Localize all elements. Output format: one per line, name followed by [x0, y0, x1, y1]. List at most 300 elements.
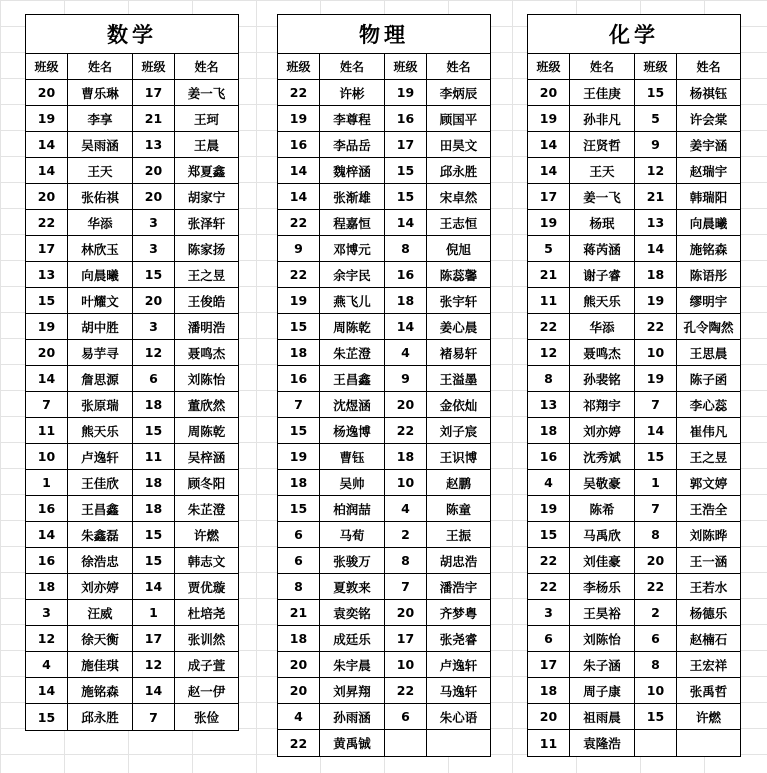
class-number-cell: 17: [528, 184, 570, 209]
student-name-cell: 沈煜涵: [320, 392, 385, 417]
class-number-cell: 3: [26, 600, 68, 625]
class-number-cell: 14: [278, 158, 320, 183]
class-number-cell: 19: [278, 444, 320, 469]
student-name-cell: 周子康: [570, 678, 635, 703]
table-row: [278, 236, 490, 262]
class-number-cell: 4: [528, 470, 570, 495]
class-number-cell: 7: [385, 574, 427, 599]
student-name-cell: 张渐雄: [320, 184, 385, 209]
class-number-cell: 6: [635, 626, 677, 651]
table-row: [278, 210, 490, 236]
class-number-cell: 16: [528, 444, 570, 469]
table-row: [278, 262, 490, 288]
table-row: [278, 704, 490, 730]
class-number-cell: 4: [385, 496, 427, 521]
class-number-cell: 22: [528, 314, 570, 339]
class-number-cell: 17: [385, 132, 427, 157]
class-number-cell: 20: [635, 548, 677, 573]
table-row: [26, 600, 238, 626]
table-row: [278, 366, 490, 392]
student-name-cell: 张禹哲: [689, 683, 728, 699]
class-number-cell: 22: [528, 574, 570, 599]
name-column-header: 姓名: [446, 60, 471, 74]
table-row: [528, 418, 740, 444]
class-number-cell: 4: [26, 652, 68, 677]
class-number-cell: 9: [278, 236, 320, 261]
class-number-cell: 19: [278, 288, 320, 313]
class-number-cell: 21: [635, 184, 677, 209]
name-column-header: 姓名: [68, 54, 133, 79]
class-number-cell: 14: [133, 574, 175, 599]
table-row: [278, 340, 490, 366]
student-name-cell: 张训然: [187, 631, 226, 647]
class-number-cell: 1: [133, 600, 175, 625]
class-number-cell: 18: [278, 626, 320, 651]
class-number-cell: 20: [26, 340, 68, 365]
student-name-cell: 王昊裕: [570, 600, 635, 625]
class-number-cell: 22: [26, 210, 68, 235]
student-name-cell: 邱永胜: [68, 704, 133, 730]
table-row: [528, 704, 740, 730]
student-name-cell: 王天: [68, 158, 133, 183]
student-name-cell: 王思晨: [689, 345, 728, 361]
student-name-cell: 胡中胜: [68, 314, 133, 339]
table-row: [528, 600, 740, 626]
student-name-cell: 王俊皓: [187, 293, 226, 309]
student-name-cell: 施佳琪: [68, 652, 133, 677]
class-number-cell: 20: [385, 600, 427, 625]
student-name-cell: 卢逸轩: [68, 444, 133, 469]
student-name-cell: 贾优璇: [187, 579, 226, 595]
student-name-cell: 褚易轩: [439, 345, 478, 361]
student-name-cell: 马逸轩: [439, 683, 478, 699]
name-column-header: 姓名: [194, 60, 219, 74]
table-row: [528, 366, 740, 392]
student-name-cell: 杨珉: [570, 210, 635, 235]
class-number-cell: 20: [528, 80, 570, 105]
class-number-cell: 5: [635, 106, 677, 131]
student-name-cell: 徐浩忠: [68, 548, 133, 573]
student-name-cell: 汪贤哲: [570, 132, 635, 157]
class-number-cell: 9: [385, 366, 427, 391]
table-row: [528, 314, 740, 340]
table-row: [528, 392, 740, 418]
student-name-cell: 程嘉恒: [320, 210, 385, 235]
class-number-cell: 6: [278, 522, 320, 547]
student-name-cell: 赵一伊: [187, 683, 226, 699]
class-column-header: 班级: [528, 54, 570, 79]
student-name-cell: 周陈乾: [187, 423, 226, 439]
student-name-cell: 田昊文: [439, 137, 478, 153]
student-name-cell: 华添: [570, 314, 635, 339]
student-name-cell: 孔令陶然: [683, 319, 734, 335]
student-name-cell: 吴帅: [320, 470, 385, 495]
class-number-cell: 14: [26, 366, 68, 391]
class-number-cell: 13: [133, 132, 175, 157]
class-number-cell: 16: [26, 548, 68, 573]
class-number-cell: 20: [278, 652, 320, 677]
student-name-cell: 汪威: [68, 600, 133, 625]
student-name-cell: 赵鹏: [445, 475, 471, 491]
class-number-cell: 21: [133, 106, 175, 131]
student-name-cell: 黄禹铖: [320, 730, 385, 756]
student-name-cell: 詹思源: [68, 366, 133, 391]
class-number-cell: 12: [635, 158, 677, 183]
class-number-cell: 19: [385, 80, 427, 105]
student-name-cell: 许会棠: [689, 111, 728, 127]
class-number-cell: 12: [133, 652, 175, 677]
class-number-cell: 6: [385, 704, 427, 729]
class-number-cell: 15: [385, 158, 427, 183]
student-name-cell: 朱芷澄: [320, 340, 385, 365]
class-number-cell: 14: [26, 678, 68, 703]
table-row: [278, 470, 490, 496]
table-row: [528, 678, 740, 704]
student-name-cell: 王珂: [193, 111, 219, 127]
class-number-cell: 14: [26, 158, 68, 183]
student-name-cell: 王一涵: [689, 553, 728, 569]
student-name-cell: 蒋芮涵: [570, 236, 635, 261]
class-number-cell: 18: [278, 470, 320, 495]
student-name-cell: 王天: [570, 158, 635, 183]
table-row: [278, 132, 490, 158]
class-number-cell: 22: [528, 548, 570, 573]
student-name-cell: 叶耀文: [68, 288, 133, 313]
student-name-cell: 向晨曦: [689, 215, 728, 231]
student-name-cell: 朱芷澄: [187, 501, 226, 517]
class-number-cell: 18: [133, 496, 175, 521]
class-number-cell: 20: [133, 288, 175, 313]
student-name-cell: 卢逸轩: [439, 657, 478, 673]
student-name-cell: 韩瑞阳: [689, 189, 728, 205]
class-number-cell: 16: [385, 262, 427, 287]
student-name-cell: 袁隆浩: [570, 730, 635, 756]
table-row: [278, 548, 490, 574]
student-name-cell: 刘陈怡: [187, 371, 226, 387]
class-number-cell: 18: [133, 392, 175, 417]
class-number-cell: 14: [385, 314, 427, 339]
student-name-cell: 许彬: [320, 80, 385, 105]
table-row: [26, 704, 238, 730]
table-row: [278, 574, 490, 600]
class-number-cell: 8: [528, 366, 570, 391]
class-number-cell: 17: [26, 236, 68, 261]
class-number-cell: 16: [278, 366, 320, 391]
class-number-cell: 1: [26, 470, 68, 495]
student-name-cell: 郑夏鑫: [187, 163, 226, 179]
physics-table: [277, 14, 491, 757]
class-number-cell: 18: [528, 678, 570, 703]
table-row: [278, 158, 490, 184]
class-number-cell: 7: [635, 392, 677, 417]
class-number-cell: 1: [635, 470, 677, 495]
class-number-cell: 8: [278, 574, 320, 599]
student-name-cell: 张宇轩: [439, 293, 478, 309]
class-number-cell: 19: [26, 106, 68, 131]
class-number-cell: 19: [278, 106, 320, 131]
student-name-cell: 朱宇晨: [320, 652, 385, 677]
student-name-cell: 许燃: [695, 709, 721, 725]
class-number-cell: 4: [278, 704, 320, 729]
table-title: 物理: [278, 15, 490, 54]
student-name-cell: 陈子函: [689, 371, 728, 387]
student-name-cell: 袁奕铭: [320, 600, 385, 625]
student-name-cell: 杜培尧: [187, 605, 226, 621]
student-name-cell: 齐梦粤: [439, 605, 478, 621]
class-number-cell: 15: [635, 704, 677, 729]
student-name-cell: 李杨乐: [570, 574, 635, 599]
student-name-cell: 施铭森: [689, 241, 728, 257]
table-row: [26, 340, 238, 366]
class-number-cell: 15: [133, 418, 175, 443]
student-name-cell: 倪旭: [445, 241, 471, 257]
table-row: [278, 522, 490, 548]
class-number-cell: 10: [26, 444, 68, 469]
table-row: [528, 132, 740, 158]
class-number-cell: 19: [26, 314, 68, 339]
student-name-cell: 祖雨晨: [570, 704, 635, 729]
student-name-cell: 姜心晨: [439, 319, 478, 335]
student-name-cell: 邓博元: [320, 236, 385, 261]
student-name-cell: 向晨曦: [68, 262, 133, 287]
student-name-cell: 聂鸣杰: [187, 345, 226, 361]
table-row: [528, 184, 740, 210]
table-row: [528, 626, 740, 652]
student-name-cell: 胡家宁: [187, 189, 226, 205]
class-number-cell: 18: [635, 262, 677, 287]
student-name-cell: 陈蕊馨: [439, 267, 478, 283]
student-name-cell: 潘明浩: [187, 319, 226, 335]
student-name-cell: 熊天乐: [68, 418, 133, 443]
class-number-cell: 17: [385, 626, 427, 651]
table-row: [278, 418, 490, 444]
math-table: [25, 14, 239, 731]
class-number-cell: 15: [278, 418, 320, 443]
class-number-cell: 8: [635, 522, 677, 547]
table-row: [528, 340, 740, 366]
header-row: [528, 54, 740, 80]
class-number-cell: 15: [133, 522, 175, 547]
class-column-header: 班级: [26, 54, 68, 79]
table-row: [26, 418, 238, 444]
class-number-cell: 13: [528, 392, 570, 417]
student-name-cell: 潘浩宇: [439, 579, 478, 595]
class-number-cell: 18: [133, 470, 175, 495]
class-number-cell: 18: [26, 574, 68, 599]
class-number-cell: 22: [385, 418, 427, 443]
class-number-cell: 18: [278, 340, 320, 365]
class-column-header: 班级: [133, 54, 175, 79]
student-name-cell: 余宇民: [320, 262, 385, 287]
table-row: [528, 470, 740, 496]
student-name-cell: 胡忠浩: [439, 553, 478, 569]
class-column-header: 班级: [278, 54, 320, 79]
class-number-cell: 3: [528, 600, 570, 625]
student-name-cell: 曹钰: [320, 444, 385, 469]
table-row: [528, 80, 740, 106]
class-number-cell: 20: [133, 158, 175, 183]
student-name-cell: 王浩全: [689, 501, 728, 517]
student-name-cell: 林欣玉: [68, 236, 133, 261]
class-number-cell: [635, 730, 677, 756]
student-name-cell: 柏润喆: [320, 496, 385, 521]
class-number-cell: 12: [26, 626, 68, 651]
table-row: [278, 652, 490, 678]
student-name-cell: 缪明宇: [689, 293, 728, 309]
table-row: [278, 288, 490, 314]
student-name-cell: 吴雨涵: [68, 132, 133, 157]
student-name-cell: 朱子涵: [570, 652, 635, 677]
student-name-cell: 邱永胜: [439, 163, 478, 179]
student-name-cell: 陈童: [445, 501, 471, 517]
class-number-cell: 22: [278, 262, 320, 287]
class-number-cell: 2: [385, 522, 427, 547]
class-number-cell: 20: [278, 678, 320, 703]
class-number-cell: 14: [26, 132, 68, 157]
class-number-cell: 15: [278, 314, 320, 339]
student-name-cell: 刘昇翔: [320, 678, 385, 703]
class-number-cell: 11: [528, 730, 570, 756]
class-number-cell: 19: [528, 496, 570, 521]
table-row: [278, 496, 490, 522]
class-number-cell: 10: [635, 340, 677, 365]
student-name-cell: 王宏祥: [689, 657, 728, 673]
student-name-cell: 孙雨涵: [320, 704, 385, 729]
class-number-cell: 10: [635, 678, 677, 703]
table-row: [278, 626, 490, 652]
header-row: [278, 54, 490, 80]
student-name-cell: [677, 730, 740, 756]
table-title: 数学: [26, 15, 238, 54]
student-name-cell: 宋卓然: [439, 189, 478, 205]
class-number-cell: 14: [133, 678, 175, 703]
class-number-cell: 14: [26, 522, 68, 547]
class-number-cell: 22: [278, 210, 320, 235]
student-name-cell: 王佳庚: [570, 80, 635, 105]
student-name-cell: 燕飞儿: [320, 288, 385, 313]
table-row: [278, 314, 490, 340]
class-number-cell: 19: [528, 106, 570, 131]
table-row: [26, 262, 238, 288]
class-number-cell: 7: [635, 496, 677, 521]
student-name-cell: 张尧睿: [439, 631, 478, 647]
student-name-cell: 王若水: [689, 579, 728, 595]
table-row: [528, 236, 740, 262]
student-name-cell: 陈家扬: [187, 241, 226, 257]
table-row: [528, 288, 740, 314]
class-number-cell: 14: [385, 210, 427, 235]
class-number-cell: 15: [635, 444, 677, 469]
table-row: [278, 184, 490, 210]
class-number-cell: 17: [133, 80, 175, 105]
class-column-header: 班级: [635, 54, 677, 79]
student-name-cell: 夏敦来: [320, 574, 385, 599]
table-row: [26, 626, 238, 652]
student-name-cell: 陈希: [570, 496, 635, 521]
class-number-cell: 12: [528, 340, 570, 365]
student-name-cell: 刘陈怡: [570, 626, 635, 651]
class-number-cell: 14: [528, 158, 570, 183]
name-column-header: 姓名: [320, 54, 385, 79]
table-row: [528, 158, 740, 184]
class-number-cell: 6: [528, 626, 570, 651]
class-number-cell: 21: [278, 600, 320, 625]
student-name-cell: 韩志文: [187, 553, 226, 569]
class-number-cell: 7: [26, 392, 68, 417]
table-row: [26, 392, 238, 418]
class-number-cell: 22: [385, 678, 427, 703]
student-name-cell: 李品岳: [320, 132, 385, 157]
header-row: [26, 54, 238, 80]
table-row: [26, 80, 238, 106]
student-name-cell: 王振: [445, 527, 471, 543]
table-row: [278, 444, 490, 470]
student-name-cell: 张原瑞: [68, 392, 133, 417]
class-number-cell: 13: [635, 210, 677, 235]
class-number-cell: 16: [385, 106, 427, 131]
student-name-cell: 曹乐琳: [68, 80, 133, 105]
class-number-cell: 17: [528, 652, 570, 677]
class-number-cell: 4: [385, 340, 427, 365]
class-number-cell: 22: [278, 80, 320, 105]
class-number-cell: 22: [278, 730, 320, 756]
class-number-cell: 19: [635, 288, 677, 313]
class-number-cell: 12: [133, 340, 175, 365]
class-number-cell: 18: [385, 288, 427, 313]
table-row: [278, 106, 490, 132]
class-number-cell: 8: [385, 236, 427, 261]
student-name-cell: 朱鑫磊: [68, 522, 133, 547]
class-number-cell: 18: [528, 418, 570, 443]
student-name-cell: 杨德乐: [689, 605, 728, 621]
class-number-cell: 10: [385, 470, 427, 495]
student-name-cell: 赵瑞宇: [689, 163, 728, 179]
student-name-cell: 马禹欣: [570, 522, 635, 547]
table-row: [278, 678, 490, 704]
table-row: [26, 496, 238, 522]
class-number-cell: 20: [385, 392, 427, 417]
class-number-cell: 18: [385, 444, 427, 469]
class-number-cell: 16: [26, 496, 68, 521]
class-number-cell: 14: [528, 132, 570, 157]
student-name-cell: 李心蕊: [689, 397, 728, 413]
table-row: [528, 548, 740, 574]
class-number-cell: 10: [385, 652, 427, 677]
table-title: 化学: [528, 15, 740, 54]
student-name-cell: 张泽轩: [187, 215, 226, 231]
name-column-header: 姓名: [696, 60, 721, 74]
table-row: [528, 730, 740, 756]
class-number-cell: 15: [635, 80, 677, 105]
table-row: [528, 106, 740, 132]
table-row: [528, 444, 740, 470]
student-name-cell: 郭文婷: [689, 475, 728, 491]
class-number-cell: 20: [26, 184, 68, 209]
student-name-cell: 王昌鑫: [68, 496, 133, 521]
class-number-cell: 15: [26, 704, 68, 730]
class-number-cell: 11: [528, 288, 570, 313]
table-row: [26, 574, 238, 600]
student-name-cell: 张俭: [193, 710, 219, 725]
table-row: [26, 314, 238, 340]
class-number-cell: 15: [26, 288, 68, 313]
class-number-cell: 21: [528, 262, 570, 287]
table-row: [528, 522, 740, 548]
student-name-cell: 王昌鑫: [320, 366, 385, 391]
student-name-cell: 易芋寻: [68, 340, 133, 365]
student-name-cell: 周陈乾: [320, 314, 385, 339]
student-name-cell: 孙非凡: [570, 106, 635, 131]
